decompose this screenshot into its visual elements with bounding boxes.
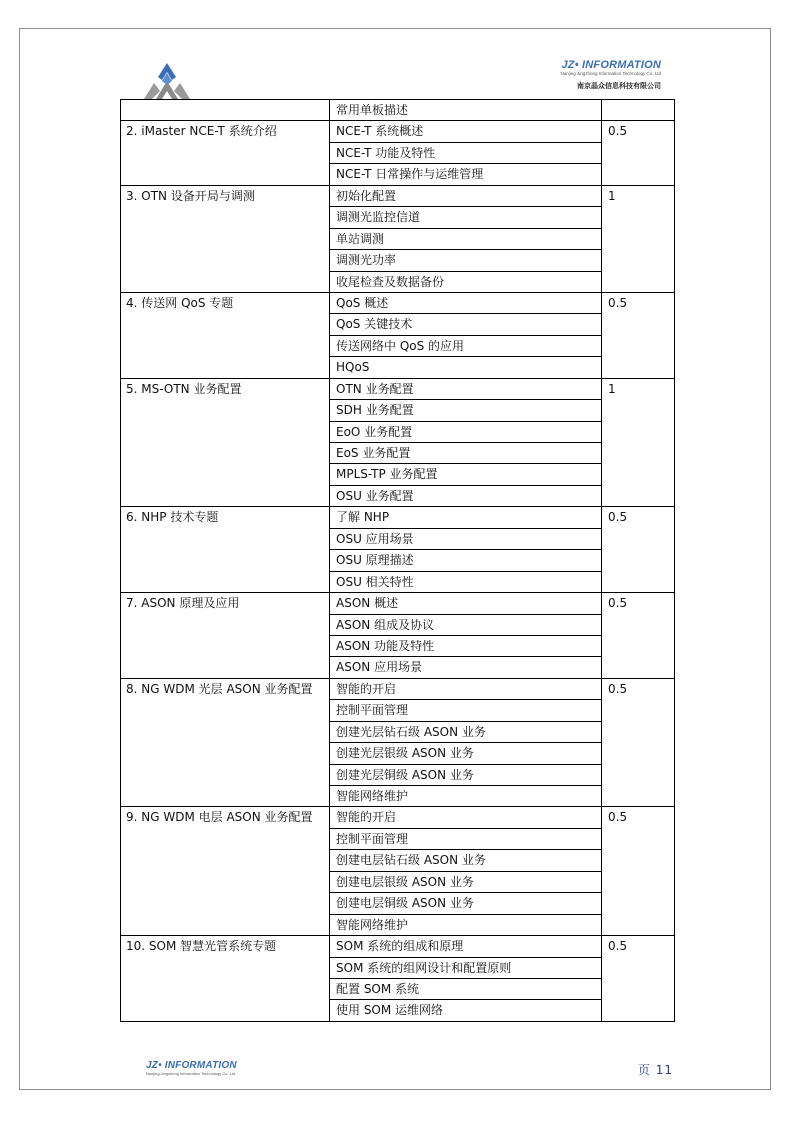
table-row bbox=[121, 292, 675, 313]
module-cell: 10. SOM 智慧光管系统专题 bbox=[121, 936, 330, 1022]
topic-cell: SOM 系统的组成和原理 bbox=[330, 936, 602, 957]
course-table bbox=[120, 99, 675, 1022]
hours-cell: 0.5 bbox=[602, 678, 675, 807]
topic-cell: 智能的开启 bbox=[330, 678, 602, 699]
hours-cell: 0.5 bbox=[602, 807, 675, 936]
brand-name: JZ• INFORMATION bbox=[561, 59, 661, 71]
course-table-body bbox=[121, 100, 675, 1022]
page-number: 页 11 bbox=[637, 1063, 673, 1077]
module-cell: 8. NG WDM 光层 ASON 业务配置 bbox=[121, 678, 330, 807]
topic-cell: 控制平面管理 bbox=[330, 828, 602, 849]
footer-brand bbox=[146, 1060, 237, 1076]
topic-cell: OTN 业务配置 bbox=[330, 378, 602, 399]
header-brand bbox=[561, 59, 661, 91]
module-cell bbox=[121, 100, 330, 121]
topic-cell: QoS 概述 bbox=[330, 292, 602, 313]
topic-cell: QoS 关键技术 bbox=[330, 314, 602, 335]
topic-cell: NCE-T 日常操作与运维管理 bbox=[330, 164, 602, 185]
topic-cell: 初始化配置 bbox=[330, 185, 602, 206]
topic-cell: 单站调测 bbox=[330, 228, 602, 249]
topic-cell: 使用 SOM 运维网络 bbox=[330, 1000, 602, 1021]
table-row bbox=[121, 121, 675, 142]
hours-cell: 0.5 bbox=[602, 292, 675, 378]
topic-cell: 智能网络维护 bbox=[330, 786, 602, 807]
page-header bbox=[120, 55, 673, 100]
topic-cell: OSU 原理描述 bbox=[330, 550, 602, 571]
topic-cell: OSU 业务配置 bbox=[330, 485, 602, 506]
topic-cell: 创建光层铜级 ASON 业务 bbox=[330, 764, 602, 785]
topic-cell: ASON 应用场景 bbox=[330, 657, 602, 678]
topic-cell: EoS 业务配置 bbox=[330, 443, 602, 464]
module-cell: 3. OTN 设备开局与调测 bbox=[121, 185, 330, 292]
table-row bbox=[121, 378, 675, 399]
topic-cell: 传送网络中 QoS 的应用 bbox=[330, 335, 602, 356]
topic-cell: ASON 组成及协议 bbox=[330, 614, 602, 635]
topic-cell: SDH 业务配置 bbox=[330, 400, 602, 421]
table-row bbox=[121, 507, 675, 528]
table-row bbox=[121, 593, 675, 614]
topic-cell: 调测光监控信道 bbox=[330, 207, 602, 228]
topic-cell: 控制平面管理 bbox=[330, 700, 602, 721]
topic-cell: SOM 系统的组网设计和配置原则 bbox=[330, 957, 602, 978]
topic-cell: 创建光层银级 ASON 业务 bbox=[330, 743, 602, 764]
topic-cell: MPLS-TP 业务配置 bbox=[330, 464, 602, 485]
topic-cell: 了解 NHP bbox=[330, 507, 602, 528]
topic-cell: EoO 业务配置 bbox=[330, 421, 602, 442]
table-row bbox=[121, 936, 675, 957]
module-cell: 7. ASON 原理及应用 bbox=[121, 593, 330, 679]
hours-cell: 0.5 bbox=[602, 507, 675, 593]
topic-cell: NCE-T 系统概述 bbox=[330, 121, 602, 142]
module-cell: 9. NG WDM 电层 ASON 业务配置 bbox=[121, 807, 330, 936]
topic-cell: OSU 应用场景 bbox=[330, 528, 602, 549]
topic-cell: ASON 概述 bbox=[330, 593, 602, 614]
topic-cell: NCE-T 功能及特性 bbox=[330, 142, 602, 163]
module-cell: 4. 传送网 QoS 专题 bbox=[121, 292, 330, 378]
topic-cell: 配置 SOM 系统 bbox=[330, 978, 602, 999]
hours-cell: 0.5 bbox=[602, 593, 675, 679]
module-cell: 5. MS-OTN 业务配置 bbox=[121, 378, 330, 507]
table-row bbox=[121, 100, 675, 121]
table-row bbox=[121, 185, 675, 206]
topic-cell: 调测光功率 bbox=[330, 250, 602, 271]
table-row bbox=[121, 807, 675, 828]
footer-brand-name: JZ• INFORMATION bbox=[146, 1060, 237, 1071]
topic-cell: OSU 相关特性 bbox=[330, 571, 602, 592]
topic-cell: 创建电层铜级 ASON 业务 bbox=[330, 893, 602, 914]
topic-cell: HQoS bbox=[330, 357, 602, 378]
topic-cell: 创建电层银级 ASON 业务 bbox=[330, 871, 602, 892]
module-cell: 2. iMaster NCE-T 系统介绍 bbox=[121, 121, 330, 185]
table-row bbox=[121, 678, 675, 699]
hours-cell: 0.5 bbox=[602, 936, 675, 1022]
topic-cell: 智能的开启 bbox=[330, 807, 602, 828]
topic-cell: 常用单板描述 bbox=[330, 100, 602, 121]
brand-subtitle: Nanjing Jingzhong Information Technology Co. Ltd bbox=[560, 71, 661, 76]
hours-cell: 1 bbox=[602, 185, 675, 292]
topic-cell: 创建电层钻石级 ASON 业务 bbox=[330, 850, 602, 871]
page-footer bbox=[120, 1058, 673, 1082]
module-cell: 6. NHP 技术专题 bbox=[121, 507, 330, 593]
topic-cell: 收尾检查及数据备份 bbox=[330, 271, 602, 292]
topic-cell: ASON 功能及特性 bbox=[330, 635, 602, 656]
company-logo-icon bbox=[140, 61, 194, 99]
hours-cell: 0.5 bbox=[602, 121, 675, 185]
footer-brand-subtitle: Nanjing Jingzhong Information Technology Co. Ltd bbox=[146, 1071, 236, 1076]
topic-cell: 创建光层钻石级 ASON 业务 bbox=[330, 721, 602, 742]
brand-chinese-name: 南京晶众信息科技有限公司 bbox=[577, 82, 661, 90]
hours-cell: 1 bbox=[602, 378, 675, 507]
topic-cell: 智能网络维护 bbox=[330, 914, 602, 935]
hours-cell bbox=[602, 100, 675, 121]
